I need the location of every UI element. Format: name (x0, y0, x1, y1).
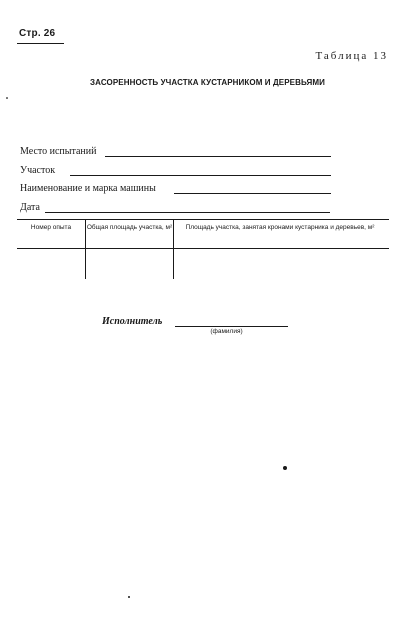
fill-in-line[interactable] (45, 212, 330, 213)
table-column-divider (173, 219, 174, 279)
table-header-rule (17, 248, 389, 249)
scan-speck (283, 466, 287, 470)
executor-signature-line[interactable] (175, 326, 288, 327)
field-label: Участок (20, 165, 56, 176)
fill-in-line[interactable] (174, 193, 331, 194)
fill-in-line[interactable] (70, 175, 331, 176)
column-header-test-number: Номер опыта (30, 224, 72, 231)
column-header-crown-area: Площадь участка, занятая кронами кустарника и деревьев, м² (185, 224, 375, 231)
field-label: Место испытаний (20, 146, 97, 157)
column-header-total-area: Общая площадь участка, м² (86, 224, 173, 231)
executor-label: Исполнитель (102, 316, 163, 327)
table-number: Таблица 13 (315, 50, 388, 62)
page-number-underline (17, 43, 64, 44)
executor-surname-caption: (фамилия) (210, 328, 243, 335)
field-label: Наименование и марка машины (20, 183, 156, 194)
fill-in-line[interactable] (105, 156, 331, 157)
scan-speck (128, 596, 130, 598)
page-number: Стр. 26 (19, 28, 56, 39)
field-label: Дата (20, 202, 40, 213)
table-column-divider (85, 219, 86, 279)
scan-speck (6, 97, 8, 99)
table-top-rule (17, 219, 389, 220)
document-title: ЗАСОРЕННОСТЬ УЧАСТКА КУСТАРНИКОМ И ДЕРЕВЬЯМИ (90, 78, 325, 87)
